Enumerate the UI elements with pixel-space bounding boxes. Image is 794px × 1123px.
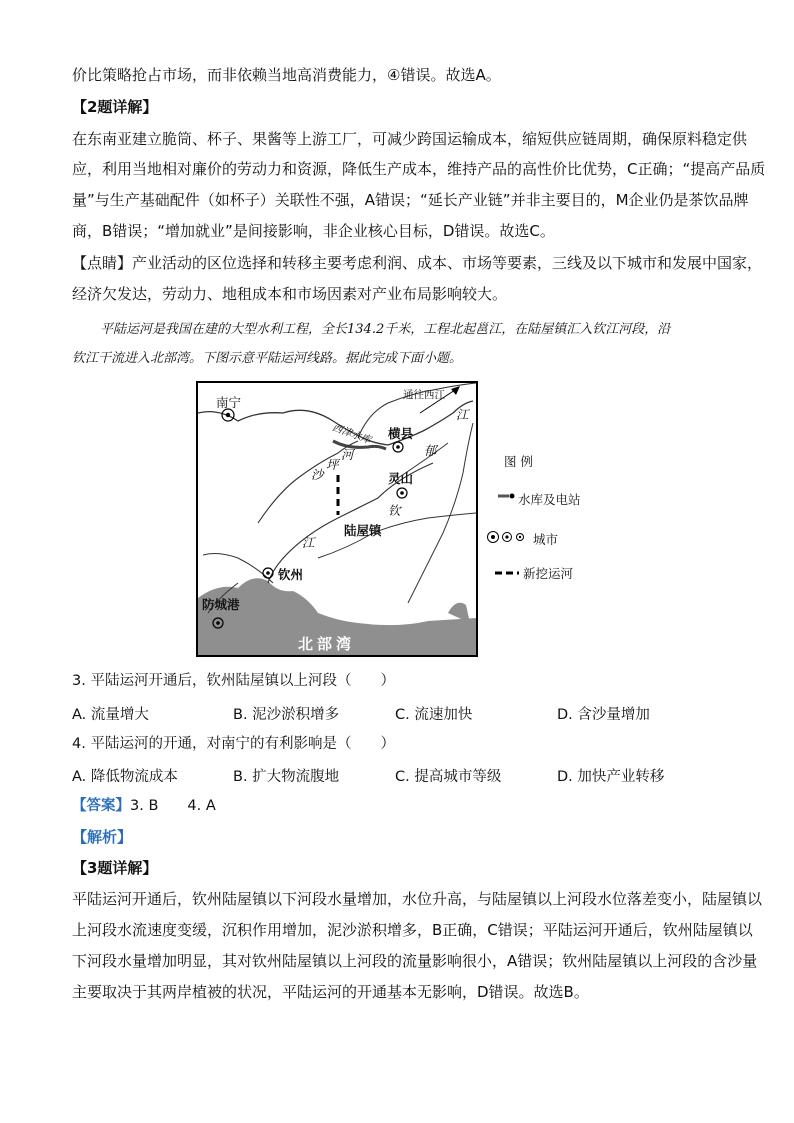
- text-line: 在东南亚建立脆筒、杯子、果酱等上游工厂，可减少跨国运输成本，缩短供应链周期，确保原料稳定供: [72, 130, 748, 148]
- label-to-xijiang: 通往西江: [403, 389, 445, 401]
- legend-reservoir-icon: [497, 489, 517, 504]
- analysis-line: [72, 827, 722, 848]
- question-3-stem: 3. 平陆运河开通后，钦州陆屋镇以上河段（ ）: [72, 673, 395, 689]
- label-ping: 坪: [326, 457, 339, 472]
- city-icon: [263, 568, 273, 578]
- label-he: 河: [341, 447, 354, 462]
- stream: [203, 554, 273, 583]
- text-line: 主要取决于其两岸植被的状况，平陆运河的开通基本无影响，D错误。故选B。: [72, 983, 589, 1001]
- legend-canal: 新挖运河: [523, 566, 574, 581]
- city-icon: [393, 442, 403, 452]
- answer-line: [72, 796, 722, 817]
- intro-line: 钦江干流进入北部湾。下图示意平陆运河线路。据此完成下面小题。: [72, 351, 463, 366]
- label-fangcheng: 防城港: [202, 597, 240, 612]
- text-line: 应，利用当地相对廉价的劳动力和资源，降低生产成本，维持产品的高性价比优势，C正确；“提高产品质: [72, 160, 766, 178]
- question-4-stem: 4. 平陆运河的开通，对南宁的有利影响是（ ）: [72, 736, 395, 752]
- label-jiang: 江: [456, 407, 469, 422]
- legend-reservoir: 水库及电站: [518, 492, 581, 507]
- q4-option-d: D. 加快产业转移: [557, 769, 665, 785]
- legend-city-icon: [486, 530, 530, 547]
- stream: [318, 513, 476, 558]
- label-yu: 郁: [424, 443, 437, 458]
- stream: [408, 423, 473, 603]
- label-jiang-mid: 江: [302, 535, 315, 550]
- label-nanning: 南宁: [216, 395, 242, 410]
- q4-option-b: B. 扩大物流腹地: [233, 769, 340, 785]
- label-luwu: 陆屋镇: [344, 523, 382, 538]
- analysis-label: 【解析】: [72, 828, 133, 846]
- label-qinzhou: 钦州: [278, 567, 304, 582]
- answer-text: 3. B 4. A: [130, 798, 216, 814]
- q4-option-a: A. 降低物流成本: [72, 769, 178, 785]
- q3-option-a: A. 流量增大: [72, 707, 149, 723]
- label-beibu: 北部湾: [298, 635, 356, 653]
- q4-option-c: C. 提高城市等级: [395, 769, 502, 785]
- label-lingshan: 灵山: [388, 471, 414, 486]
- text-line: 下河段水量增加明显，其对钦州陆屋镇以上河段的流量影响很小，A错误；钦州陆屋镇以上河段的含沙量: [72, 952, 758, 970]
- text-line: 商，B错误；“增加就业”是间接影响，非企业核心目标，D错误。故选C。: [72, 222, 555, 240]
- detail-3-heading: 【3题详解】: [72, 859, 158, 877]
- legend-title: 图 例: [504, 454, 533, 469]
- arrow-head-icon: [451, 386, 460, 395]
- answer-label: 【答案】: [72, 798, 130, 814]
- text-line: 经济欠发达，劳动力、地租成本和市场因素对产业布局影响较大。: [72, 285, 508, 303]
- legend-city: 城市: [533, 532, 559, 547]
- text-line: 量”与生产基础配件（如杯子）关联性不强，A错误；“延长产业链”并非主要目的，M企业仍是茶饮品牌: [72, 191, 749, 209]
- q3-option-c: C. 流速加快: [395, 707, 473, 723]
- text-line: 价比策略抢占市场，而非依赖当地高消费能力，④错误。故选A。: [72, 66, 501, 84]
- label-qin: 钦: [388, 503, 401, 518]
- tip-line: 【点睛】产业活动的区位选择和转移主要考虑利润、成本、市场等要素，三线及以下城市和发展中国家，: [72, 254, 763, 272]
- q3-option-b: B. 泥沙淤积增多: [233, 707, 340, 723]
- label-hengxian: 横县: [388, 426, 414, 441]
- canal-map: [196, 381, 478, 657]
- label-reservoir: 西津水库: [330, 422, 372, 447]
- q3-option-d: D. 含沙量增加: [557, 707, 650, 723]
- city-icon: [397, 488, 407, 498]
- text-line: 上河段水流速度变缓，沉积作用增加，泥沙淤积增多，B正确，C错误；平陆运河开通后，钦州陆屋镇以: [72, 921, 753, 939]
- label-sha: 沙: [311, 467, 324, 482]
- legend-canal-icon: [494, 566, 520, 581]
- text-line: 平陆运河开通后，钦州陆屋镇以下河段水量增加，水位升高，与陆屋镇以上河段水位落差变小，陆屋镇以: [72, 890, 763, 908]
- section-heading: 【2题详解】: [72, 98, 158, 116]
- intro-line: 平陆运河是我国在建的大型水利工程，全长134.2千米，工程北起邕江，在陆屋镇汇入钦江河段，沿: [100, 322, 671, 337]
